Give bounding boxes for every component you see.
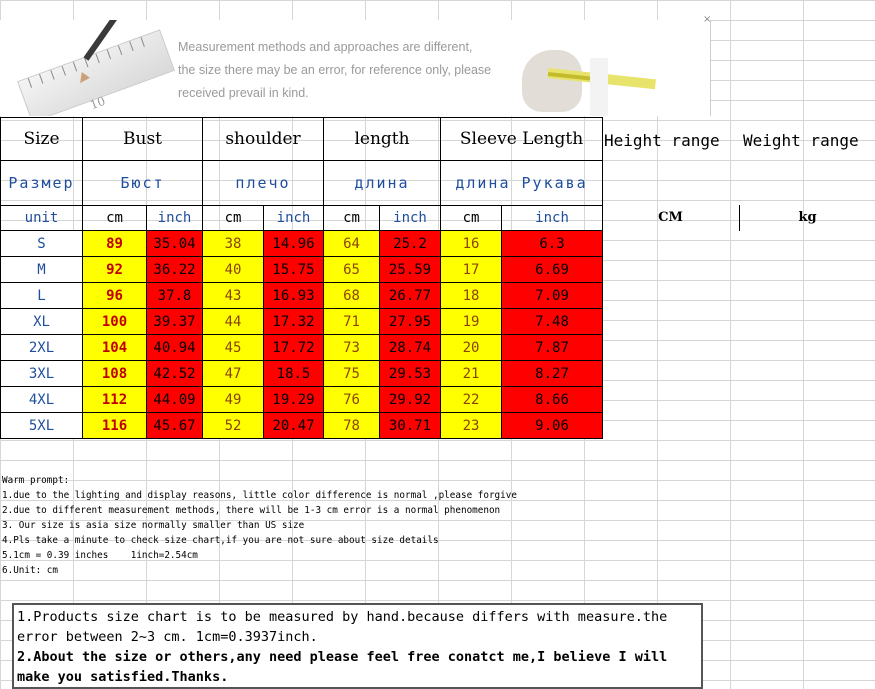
cm-value-cell: 104 <box>83 335 147 361</box>
header-shoulder: shoulder <box>203 118 324 161</box>
inch-value-cell: 8.66 <box>502 387 603 413</box>
inch-value-cell: 45.67 <box>147 413 203 439</box>
inch-value-cell: 37.8 <box>147 283 203 309</box>
inch-value-cell: 44.09 <box>147 387 203 413</box>
inch-value-cell: 40.94 <box>147 335 203 361</box>
ru-bust: Бюст <box>83 161 203 206</box>
inch-value-cell: 42.52 <box>147 361 203 387</box>
size-rows <box>1 231 603 439</box>
inch-value-cell: 8.27 <box>502 361 603 387</box>
cm-value-cell: 89 <box>83 231 147 257</box>
size-cell: L <box>1 283 83 309</box>
inch-value-cell: 17.32 <box>264 309 324 335</box>
cm-value-cell: 92 <box>83 257 147 283</box>
inch-value-cell: 29.53 <box>380 361 441 387</box>
inch-value-cell: 19.29 <box>264 387 324 413</box>
inch-value-cell: 7.09 <box>502 283 603 309</box>
banner-line: the size there may be an error, for reference only, please <box>178 63 492 77</box>
cm-value-cell: 64 <box>324 231 380 257</box>
header-bust: Bust <box>83 118 203 161</box>
inch-value-cell: 6.69 <box>502 257 603 283</box>
cm-value-cell: 100 <box>83 309 147 335</box>
cm-value-cell: 73 <box>324 335 380 361</box>
prompt-line: 2.due to different measurement methods, there will be 1-3 cm error is a normal phenomenon <box>2 505 501 516</box>
unit-inch: inch <box>147 206 203 231</box>
cm-value-cell: 21 <box>441 361 502 387</box>
close-icon[interactable]: × <box>703 14 712 25</box>
prompt-line: 1.due to the lighting and display reasons, little color difference is normal ,please forgive <box>2 490 517 501</box>
cm-value-cell: 96 <box>83 283 147 309</box>
cm-value-cell: 68 <box>324 283 380 309</box>
header-length: length <box>324 118 441 161</box>
ruler-number: 10 <box>88 93 108 113</box>
prompt-line: 6.Unit: cm <box>2 565 58 576</box>
inch-value-cell: 17.72 <box>264 335 324 361</box>
prompt-line: 4.Pls take a minute to check size chart,if you are not sure about size details <box>2 535 439 546</box>
cm-value-cell: 71 <box>324 309 380 335</box>
unit-inch: inch <box>502 206 603 231</box>
inch-value-cell: 39.37 <box>147 309 203 335</box>
unit-row <box>1 206 603 231</box>
height-unit: CM <box>658 210 683 225</box>
cm-value-cell: 22 <box>441 387 502 413</box>
inch-value-cell: 18.5 <box>264 361 324 387</box>
table-row <box>1 413 603 439</box>
size-chart-table <box>0 117 603 439</box>
height-range-header: Height range <box>604 131 720 150</box>
prompt-line: 5.1cm = 0.39 inches 1inch=2.54cm <box>2 550 198 561</box>
inch-value-cell: 30.71 <box>380 413 441 439</box>
inch-value-cell: 27.95 <box>380 309 441 335</box>
cm-value-cell: 52 <box>203 413 264 439</box>
unit-label: unit <box>1 206 83 231</box>
prompt-line: 3. Our size is asia size normally smaller than US size <box>2 520 305 531</box>
size-cell: 4XL <box>1 387 83 413</box>
inch-value-cell: 14.96 <box>264 231 324 257</box>
inch-value-cell: 26.77 <box>380 283 441 309</box>
notes-box <box>12 603 703 689</box>
cm-value-cell: 108 <box>83 361 147 387</box>
table-row <box>1 387 603 413</box>
table-row <box>1 309 603 335</box>
cm-value-cell: 20 <box>441 335 502 361</box>
cm-value-cell: 49 <box>203 387 264 413</box>
banner-note <box>178 36 538 105</box>
inch-value-cell: 9.06 <box>502 413 603 439</box>
unit-cm: cm <box>441 206 502 231</box>
warm-prompt <box>2 473 517 578</box>
table-row <box>1 257 603 283</box>
inch-value-cell: 20.47 <box>264 413 324 439</box>
inch-value-cell: 15.75 <box>264 257 324 283</box>
banner-line: received prevail in kind. <box>178 86 309 100</box>
cm-value-cell: 47 <box>203 361 264 387</box>
inch-value-cell: 25.59 <box>380 257 441 283</box>
unit-inch: inch <box>264 206 324 231</box>
inch-value-cell: 7.48 <box>502 309 603 335</box>
ru-shoulder: плечо <box>203 161 324 206</box>
unit-divider <box>739 205 740 231</box>
cm-value-cell: 112 <box>83 387 147 413</box>
unit-cm: cm <box>324 206 380 231</box>
cm-value-cell: 65 <box>324 257 380 283</box>
size-cell: 2XL <box>1 335 83 361</box>
header-row <box>1 118 603 161</box>
inch-value-cell: 36.22 <box>147 257 203 283</box>
weight-unit: kg <box>798 210 817 225</box>
ru-length: длина <box>324 161 441 206</box>
unit-cm: cm <box>83 206 147 231</box>
size-cell: M <box>1 257 83 283</box>
unit-inch: inch <box>380 206 441 231</box>
cm-value-cell: 38 <box>203 231 264 257</box>
cm-value-cell: 18 <box>441 283 502 309</box>
cm-value-cell: 43 <box>203 283 264 309</box>
table-row <box>1 335 603 361</box>
size-cell: XL <box>1 309 83 335</box>
inch-value-cell: 16.93 <box>264 283 324 309</box>
measurement-banner <box>0 20 711 116</box>
cm-value-cell: 19 <box>441 309 502 335</box>
unit-cm: cm <box>203 206 264 231</box>
table-row <box>1 231 603 257</box>
hand-shadow <box>590 58 608 116</box>
header-sleeve-length: Sleeve Length <box>441 118 603 161</box>
cm-value-cell: 76 <box>324 387 380 413</box>
cm-value-cell: 44 <box>203 309 264 335</box>
table-row <box>1 283 603 309</box>
cm-value-cell: 75 <box>324 361 380 387</box>
russian-header-row <box>1 161 603 206</box>
size-cell: S <box>1 231 83 257</box>
cm-value-cell: 116 <box>83 413 147 439</box>
weight-range-header: Weight range <box>743 131 859 150</box>
inch-value-cell: 28.74 <box>380 335 441 361</box>
cm-value-cell: 45 <box>203 335 264 361</box>
note-line-1: 1.Products size chart is to be measured by hand.because differs with measure.the error between 2~3 cm. 1cm=0.3937inch. <box>17 609 668 645</box>
hand-icon <box>522 50 582 112</box>
size-cell: 5XL <box>1 413 83 439</box>
banner-line: Measurement methods and approaches are different, <box>178 40 473 54</box>
cm-value-cell: 16 <box>441 231 502 257</box>
inch-value-cell: 29.92 <box>380 387 441 413</box>
inch-value-cell: 7.87 <box>502 335 603 361</box>
table-row <box>1 361 603 387</box>
warm-prompt-title: Warm prompt: <box>2 475 70 486</box>
header-size: Size <box>1 118 83 161</box>
cm-value-cell: 17 <box>441 257 502 283</box>
cm-value-cell: 40 <box>203 257 264 283</box>
inch-value-cell: 35.04 <box>147 231 203 257</box>
inch-value-cell: 6.3 <box>502 231 603 257</box>
note-line-2: 2.About the size or others,any need please feel free conatct me,I believe I will make you satisfied.Thanks. <box>17 649 668 685</box>
ru-sleeve-length: длина Рукава <box>441 161 603 206</box>
cm-value-cell: 78 <box>324 413 380 439</box>
inch-value-cell: 25.2 <box>380 231 441 257</box>
ru-size: Размер <box>1 161 83 206</box>
cm-value-cell: 23 <box>441 413 502 439</box>
size-cell: 3XL <box>1 361 83 387</box>
